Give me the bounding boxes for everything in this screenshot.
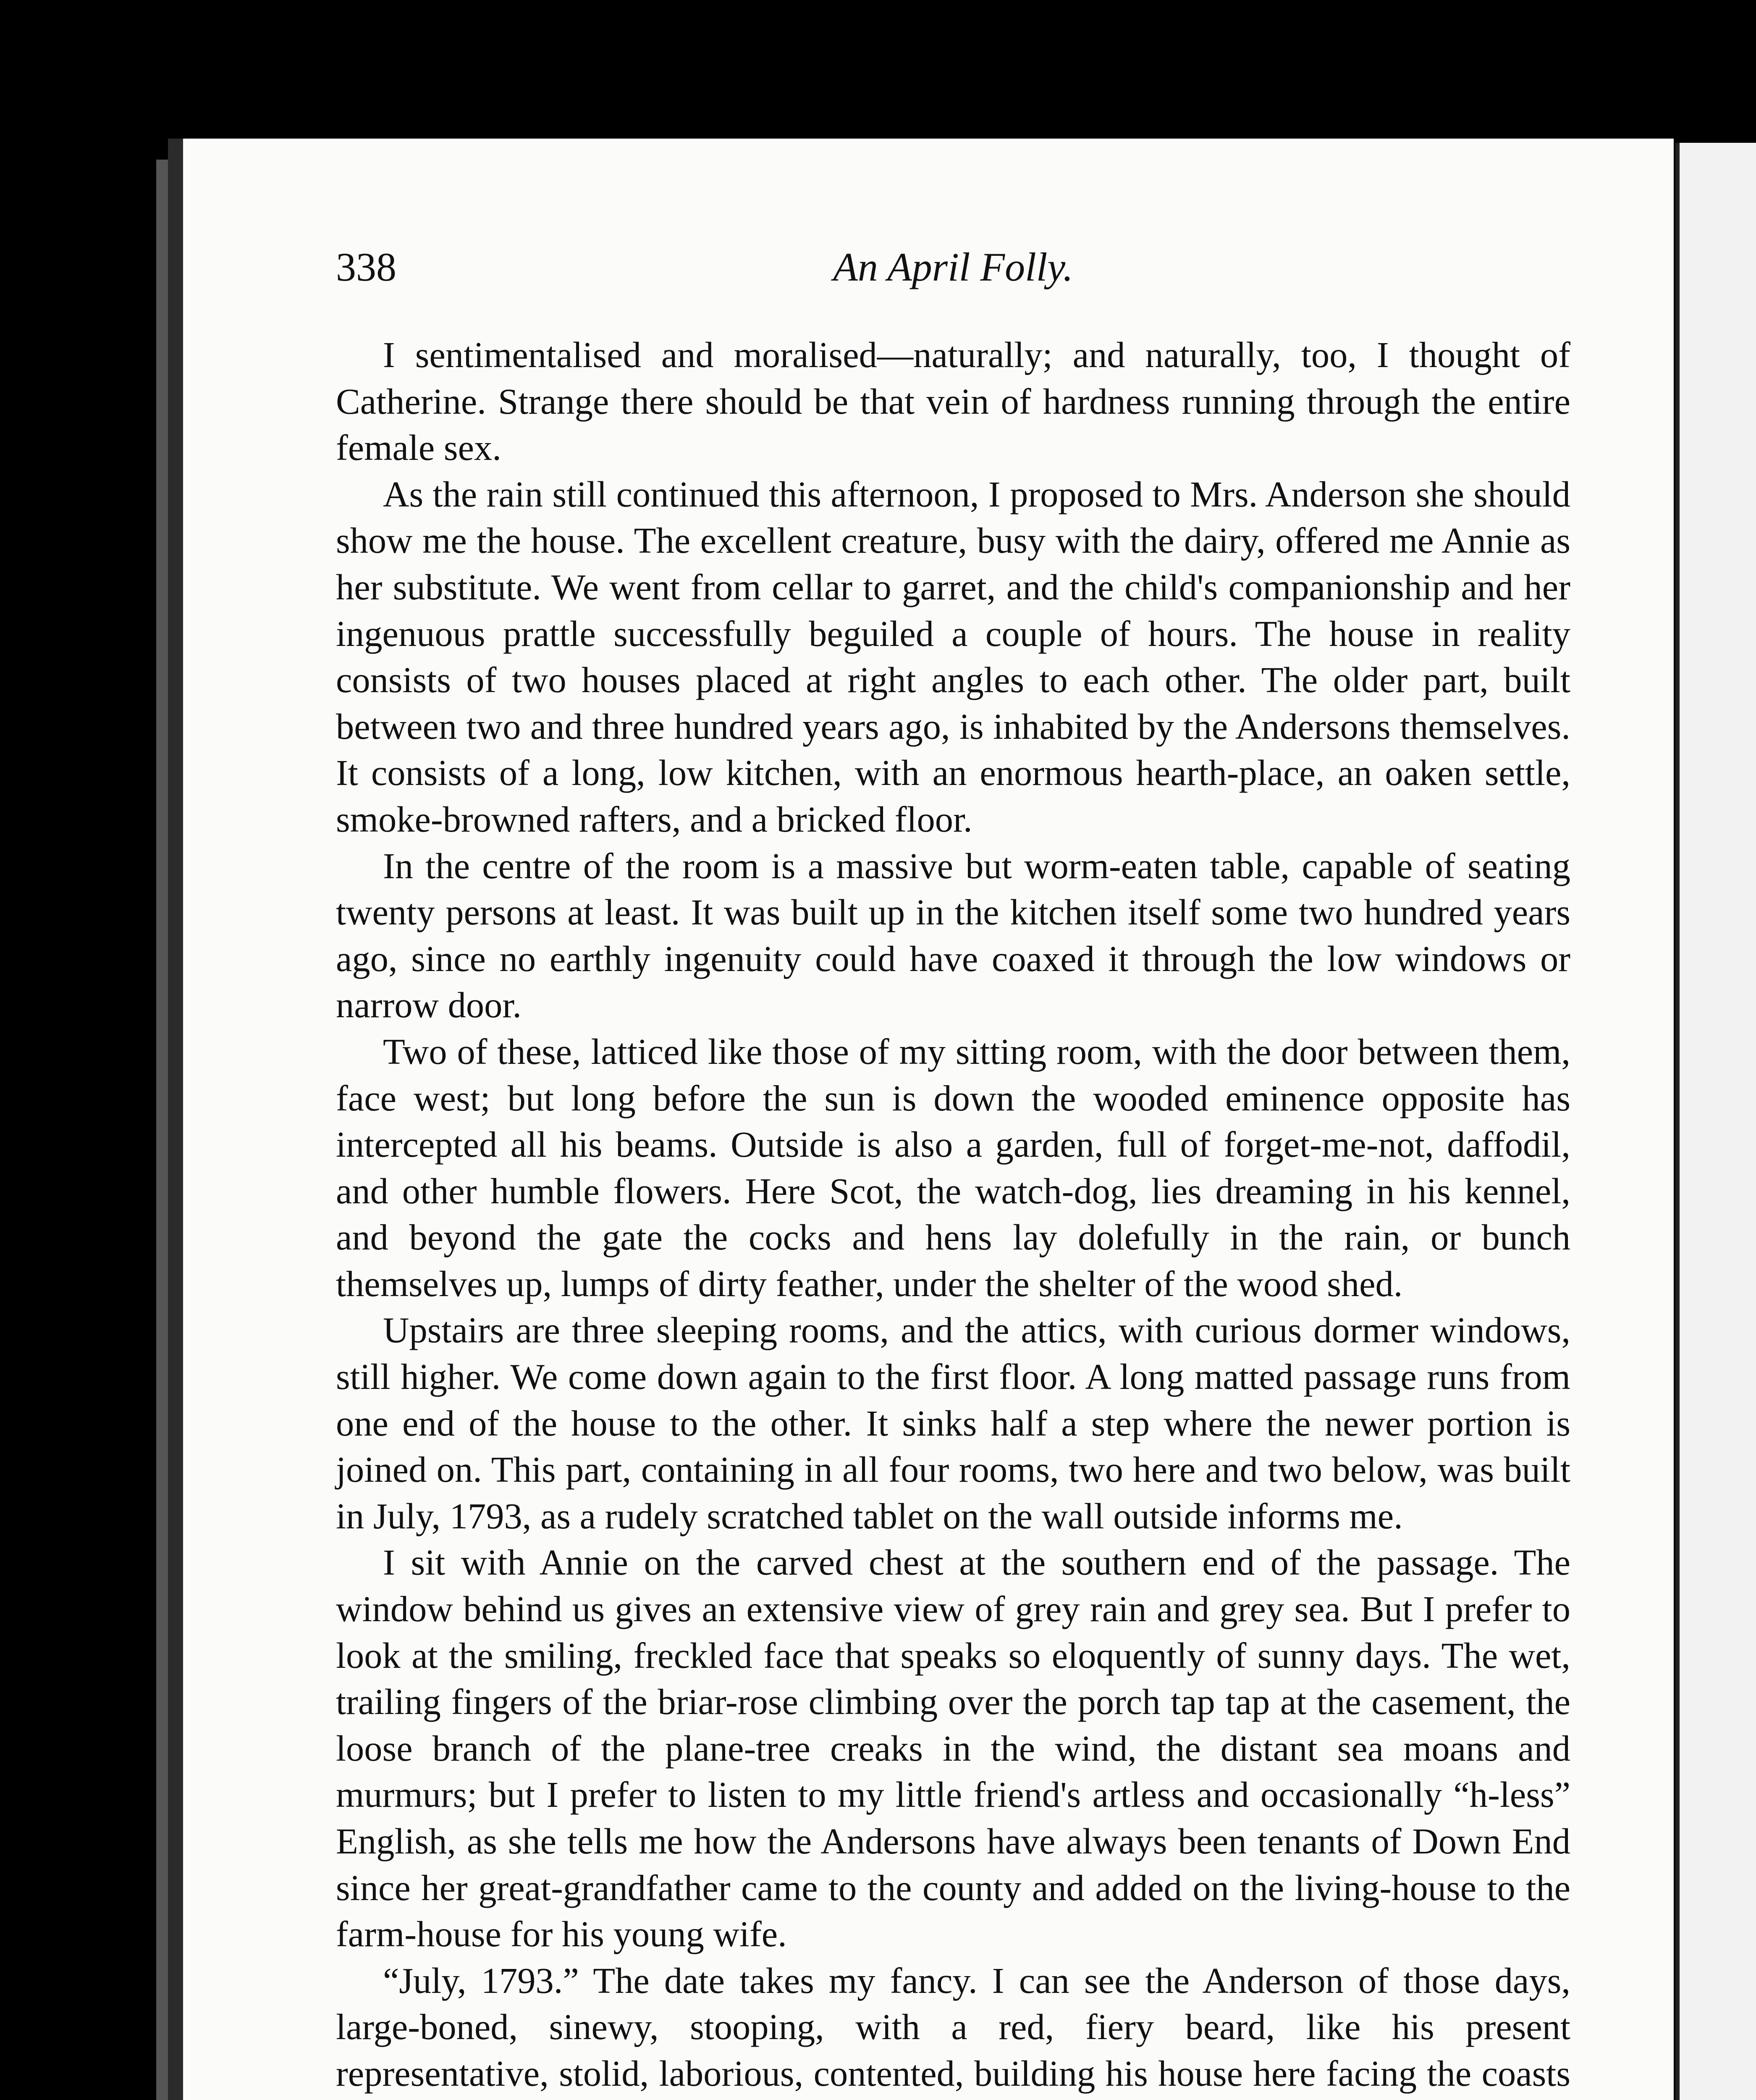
next-page-edge: [1675, 143, 1756, 2100]
paragraph: I sit with Annie on the carved chest at the southern end of the passage. The window behind us gives an extensive view of grey rain and grey sea. But I prefer to look at the smiling, freckled face that speaks so eloquently of sunny days. The wet, trailing fingers of the briar-rose climbing over the porch tap tap at the casement, the loose branch of the plane-tree creaks in the wind, the distant sea moans and murmurs; but I prefer to listen to my little friend's artless and occasionally “h-less” English, as she tells me how the Andersons have always been tenants of Down End since her great-grandfather came to the county and added on the living-house to the farm-house for his young wife.: [336, 1542, 1570, 1955]
paragraph: “July, 1793.” The date takes my fancy. I can see the Anderson of those days, large-boned, sinewy, stooping, with a red, fiery beard, like his present representative, stolid, laborious, contented, building his house here facing the coasts: [336, 1960, 1570, 2094]
page-header: [336, 244, 1570, 307]
page-number: 338: [336, 244, 396, 289]
body-text: [336, 332, 1570, 2100]
paragraph: In the centre of the room is a massive but worm-eaten table, capable of seating twenty persons at least. It was built up in the kitchen itself some two hundred years ago, since no earthly ingenuity could have coaxed it through the low windows or narrow door.: [336, 845, 1570, 1026]
paragraph: Upstairs are three sleeping rooms, and the attics, with curious dormer windows, still higher. We come down again to the first floor. A long matted passage runs from one end of the house to the other. It sinks half a step where the newer portion is joined on. This part, containing in all four rooms, two here and two below, was built in July, 1793, as a rudely scratched tablet on the wall outside informs me.: [336, 1310, 1570, 1536]
running-title: An April Folly.: [833, 244, 1073, 289]
paragraph: I sentimentalised and moralised—naturally; and naturally, too, I thought of Catherine. Strange there should be that vein of hardness running through the entire female sex.: [336, 335, 1570, 468]
paragraph: Two of these, latticed like those of my sitting room, with the door between them, face west; but long before the sun is down the wooded eminence opposite has intercepted all his beams. Outside is also a garden, full of forget-me-not, daffodil, and other humble flowers. Here Scot, the watch-dog, lies dreaming in his kennel, and beyond the gate the cocks and hens lay dolefully in the rain, or bunch themselves up, lumps of dirty feather, under the shelter of the wood shed.: [336, 1031, 1570, 1304]
paragraph: As the rain still continued this afternoon, I proposed to Mrs. Anderson she should show me the house. The excellent creature, busy with the dairy, offered me Annie as her substitute. We went from cellar to garret, and the child's companionship and her ingenuous prattle successfully beguiled a couple of hours. The house in reality consists of two houses placed at right angles to each other. The older part, built between two and three hundred years ago, is inhabited by the Andersons themselves. It consists of a long, low kitchen, with an enormous hearth-place, an oaken settle, smoke-browned rafters, and a bricked floor.: [336, 474, 1570, 840]
